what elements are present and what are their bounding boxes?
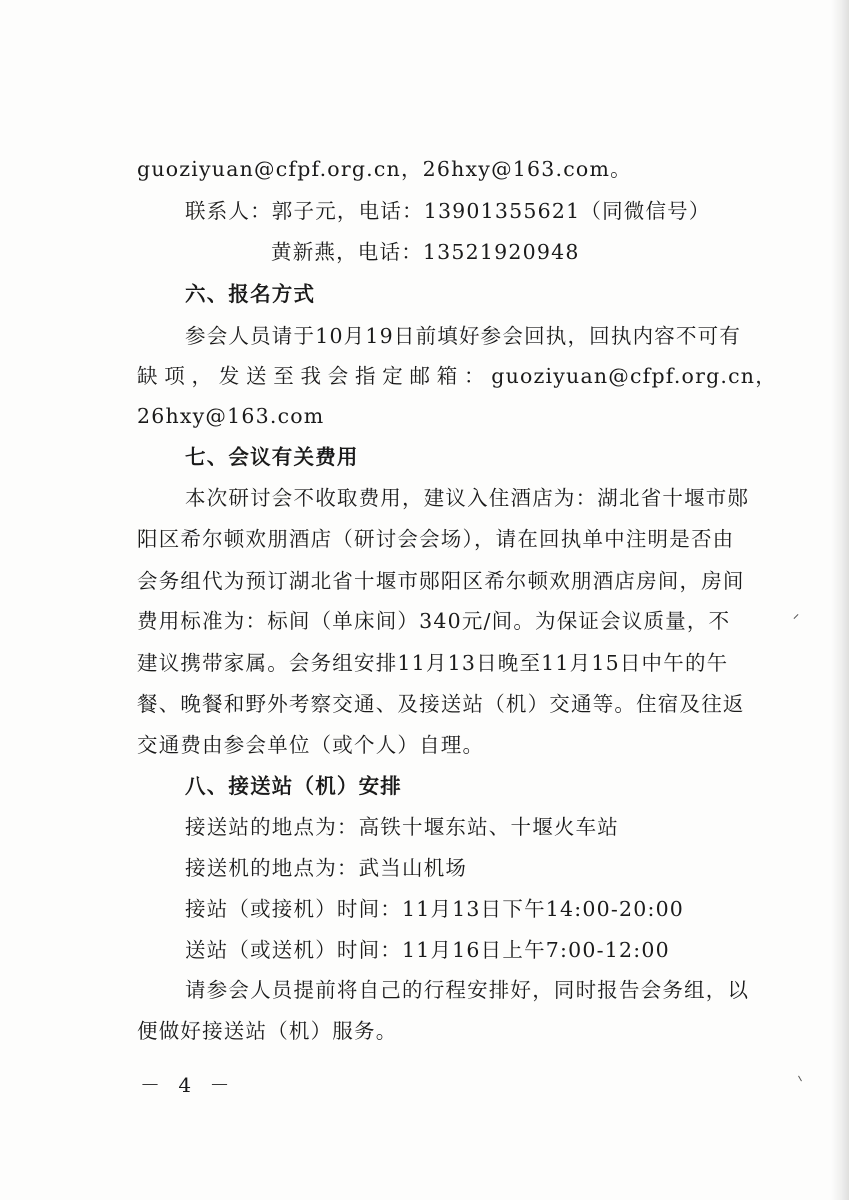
registration-email-char: 发 [218,364,241,388]
registration-email-char: 项 [164,364,186,388]
contact-person-2-line: 黄新燕，电话：13521920948 [271,240,580,264]
registration-email-2-line: 26hxy@163.com [137,404,325,428]
registration-email-char: ， [191,364,214,388]
registration-email-char: 送 [246,364,268,388]
transfer-notice-line: 便做好接送站（机）服务。 [137,1019,398,1043]
transfer-notice-line: 请参会人员提前将自己的行程安排好，同时报告会务组，以 [185,978,750,1002]
registration-email-char: 邮 [409,364,432,388]
registration-email-address: guoziyuan@cfpf.org.cn， [491,364,777,388]
section-heading-transfer: 八、接送站（机）安排 [185,774,402,798]
fees-paragraph-line: 阳区希尔顿欢朋酒店（研讨会会场），请在回执单中注明是否由 [137,527,735,551]
transfer-airport-line: 接送机的地点为：武当山机场 [185,856,468,880]
scan-speck [794,614,799,619]
fees-paragraph-line: 费用标准为：标间（单床间）340元/间。为保证会议质量，不 [137,609,731,633]
registration-email-line [137,361,777,391]
fees-paragraph-line: 会务组代为预订湖北省十堰市郧阳区希尔顿欢朋酒店房间，房间 [137,569,745,593]
email-continuation-line: guoziyuan@cfpf.org.cn，26hxy@163.com。 [137,157,632,181]
registration-email-char: ： [464,364,486,388]
contact-person-line: 联系人：郭子元，电话：13901355621（同微信号） [185,199,711,223]
page-number: － 4 － [140,1073,236,1097]
fees-paragraph-line: 建议携带家属。会务组安排11月13日晚至11月15日中午的午 [137,651,729,675]
pickup-time-line: 接站（或接机）时间：11月13日下午14:00-20:00 [185,897,685,921]
fees-paragraph-line: 交通费由参会单位（或个人）自理。 [137,733,485,757]
registration-email-char: 至 [273,364,295,388]
registration-email-char: 缺 [137,364,159,388]
transfer-station-line: 接送站的地点为：高铁十堰东站、十堰火车站 [185,815,619,839]
scan-shadow-edge [831,0,849,1200]
dropoff-time-line: 送站（或送机）时间：11月16日上午7:00-12:00 [185,938,670,962]
section-heading-fees: 七、会议有关费用 [185,445,359,469]
registration-email-char: 我 [300,364,323,388]
scan-speck [798,1076,802,1082]
fees-paragraph-line: 本次研讨会不收取费用，建议入住酒店为：湖北省十堰市郧 [185,486,750,510]
registration-email-char: 指 [355,364,377,388]
fees-paragraph-line: 餐、晚餐和野外考察交通、及接送站（机）交通等。住宿及往返 [137,692,745,716]
registration-email-char: 会 [327,364,350,388]
registration-email-char: 定 [382,364,404,388]
registration-paragraph-line: 参会人员请于10月19日前填好参会回执，回执内容不可有 [185,324,742,348]
section-heading-registration: 六、报名方式 [185,282,316,306]
registration-email-char: 箱 [436,364,459,388]
